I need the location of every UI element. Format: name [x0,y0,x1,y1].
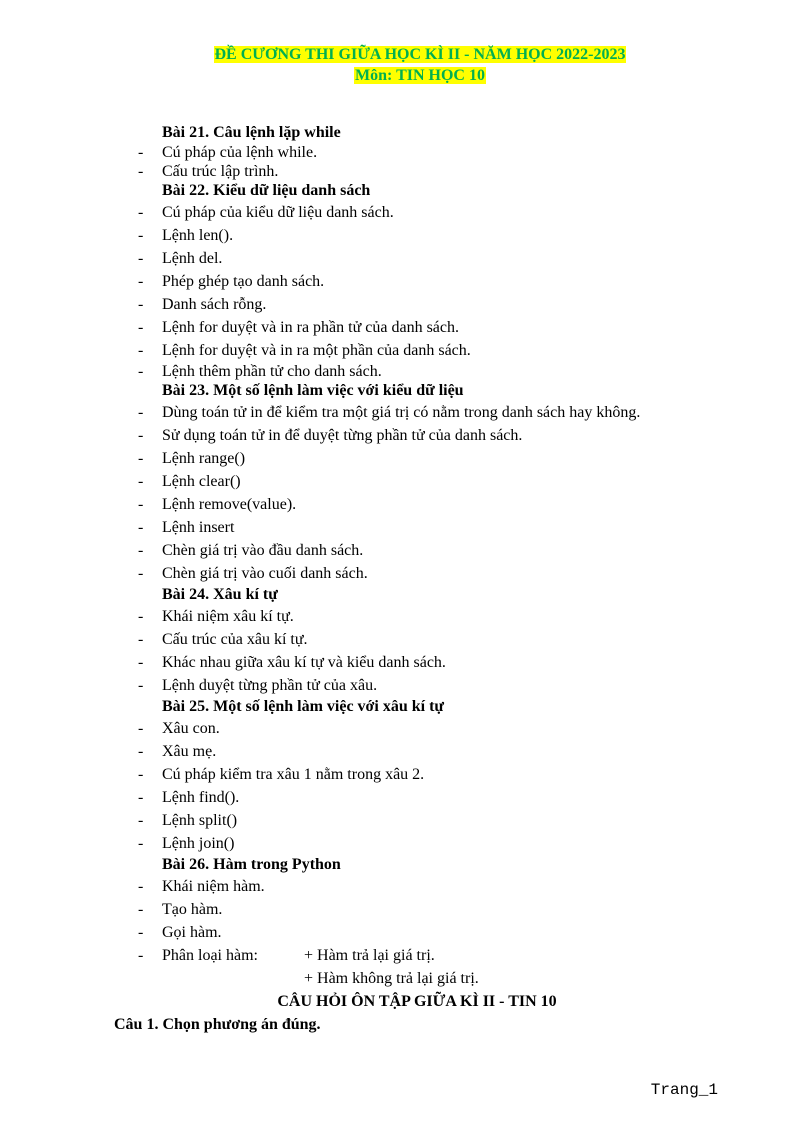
list-dash: - [138,163,144,180]
list-item [0,224,794,247]
list-dash: - [138,450,144,467]
sub-item [0,967,794,990]
list-item-text: Lệnh remove(value). [162,496,297,513]
list-dash: - [138,204,144,221]
list-item [0,651,794,674]
list-dash: - [138,363,144,380]
list-item-text: Phân loại hàm: [162,947,258,964]
list-dash: - [138,901,144,918]
section-title: Bài 21. Câu lệnh lặp while [162,124,341,141]
list-dash: - [138,720,144,737]
list-item-text: Lệnh find(). [162,789,240,806]
list-item-text: Chèn giá trị vào đầu danh sách. [162,542,364,559]
page-number: Trang_1 [650,1081,718,1099]
list-item-text: Lệnh range() [162,450,246,467]
list-item [0,832,794,855]
list-dash: - [138,296,144,313]
list-item-text: Sử dụng toán tử in để duyệt từng phần tử của danh sách. [162,427,523,444]
list-dash: - [138,565,144,582]
list-dash: - [138,319,144,336]
list-dash: - [138,496,144,513]
list-item-text: Cú pháp kiểm tra xâu 1 nằm trong xâu 2. [162,766,425,783]
list-dash: - [138,542,144,559]
list-item-text: Tạo hàm. [162,901,223,918]
list-item-text: Xâu mẹ. [162,743,217,760]
list-item-text: Xâu con. [162,720,220,737]
list-item [0,447,794,470]
list-dash: - [138,631,144,648]
list-item [0,362,794,381]
list-item [0,763,794,786]
list-item [0,898,794,921]
list-item [0,339,794,362]
list-item [0,424,794,447]
list-item-text: Cấu trúc của xâu kí tự. [162,631,308,648]
list-item [0,562,794,585]
list-item [0,875,794,898]
list-item [0,539,794,562]
list-item-text: Lệnh join() [162,835,235,852]
list-item-text: Phép ghép tạo danh sách. [162,273,325,290]
list-item [0,786,794,809]
question-heading: Câu 1. Chọn phương án đúng. [114,1016,321,1033]
list-item [0,247,794,270]
list-dash: - [138,273,144,290]
list-item [0,470,794,493]
list-item [0,143,794,162]
list-dash: - [138,473,144,490]
list-dash: - [138,878,144,895]
list-dash: - [138,342,144,359]
list-item [0,717,794,740]
section-title: Bài 22. Kiểu dữ liệu danh sách [162,182,371,199]
list-item [0,293,794,316]
list-item-text: Lệnh del. [162,250,223,267]
list-item [0,944,794,967]
list-dash: - [138,766,144,783]
list-item-text: Danh sách rỗng. [162,296,267,313]
list-item-text: Lệnh for duyệt và in ra một phần của danh sách. [162,342,471,359]
list-item [0,162,794,181]
list-item-text: Cú pháp của kiểu dữ liệu danh sách. [162,204,394,221]
document-header [0,44,794,86]
list-item-text: Lệnh len(). [162,227,234,244]
list-item-text: Dùng toán tử in để kiểm tra một giá trị có nằm trong danh sách hay không. [162,404,641,421]
list-dash: - [138,227,144,244]
list-dash: - [138,427,144,444]
section-title: Bài 23. Một số lệnh làm việc với kiểu dữ liệu [162,382,464,399]
list-item [0,401,794,424]
list-item [0,740,794,763]
list-item [0,628,794,651]
list-dash: - [138,654,144,671]
list-dash: - [138,250,144,267]
list-dash: - [138,677,144,694]
list-dash: - [138,608,144,625]
list-item-text: Lệnh insert [162,519,235,536]
list-item-text: Lệnh duyệt từng phần tử của xâu. [162,677,378,694]
list-item-text: Chèn giá trị vào cuối danh sách. [162,565,368,582]
list-item-text: Lệnh for duyệt và in ra phần tử của danh sách. [162,319,460,336]
sub-item-text: + Hàm trả lại giá trị. [304,947,435,964]
list-dash: - [138,789,144,806]
list-item-text: Lệnh clear() [162,473,241,490]
list-item [0,493,794,516]
list-item [0,921,794,944]
list-item [0,809,794,832]
list-dash: - [138,144,144,161]
header-subject: Môn: TIN HỌC 10 [355,67,485,84]
list-item-text: Lệnh thêm phần tử cho danh sách. [162,363,382,380]
list-item-text: Khái niệm hàm. [162,878,265,895]
list-item [0,516,794,539]
outline-content [0,123,794,1036]
list-item-text: Khác nhau giữa xâu kí tự và kiểu danh sách. [162,654,446,671]
section-title: Bài 24. Xâu kí tự [162,586,278,603]
list-item [0,201,794,224]
list-dash: - [138,835,144,852]
list-dash: - [138,519,144,536]
list-item [0,605,794,628]
list-item-text: Lệnh split() [162,812,238,829]
list-item-text: Khái niệm xâu kí tự. [162,608,294,625]
section-title: Bài 26. Hàm trong Python [162,856,341,873]
list-dash: - [138,924,144,941]
list-item-text: Gọi hàm. [162,924,222,941]
list-dash: - [138,743,144,760]
list-item [0,674,794,697]
list-item-text: Cú pháp của lệnh while. [162,144,318,161]
header-title: ĐỀ CƯƠNG THI GIỮA HỌC KÌ II - NĂM HỌC 2022-2023 [214,46,626,63]
list-dash: - [138,812,144,829]
section-title: Bài 25. Một số lệnh làm việc với xâu kí tự [162,698,445,715]
list-dash: - [138,947,144,964]
list-dash: - [138,404,144,421]
list-item [0,270,794,293]
sub-item-text: + Hàm không trả lại giá trị. [304,970,479,987]
list-item-text: Cấu trúc lập trình. [162,163,279,180]
question-section-title: CÂU HỎI ÔN TẬP GIỮA KÌ II - TIN 10 [277,993,557,1010]
list-item [0,316,794,339]
